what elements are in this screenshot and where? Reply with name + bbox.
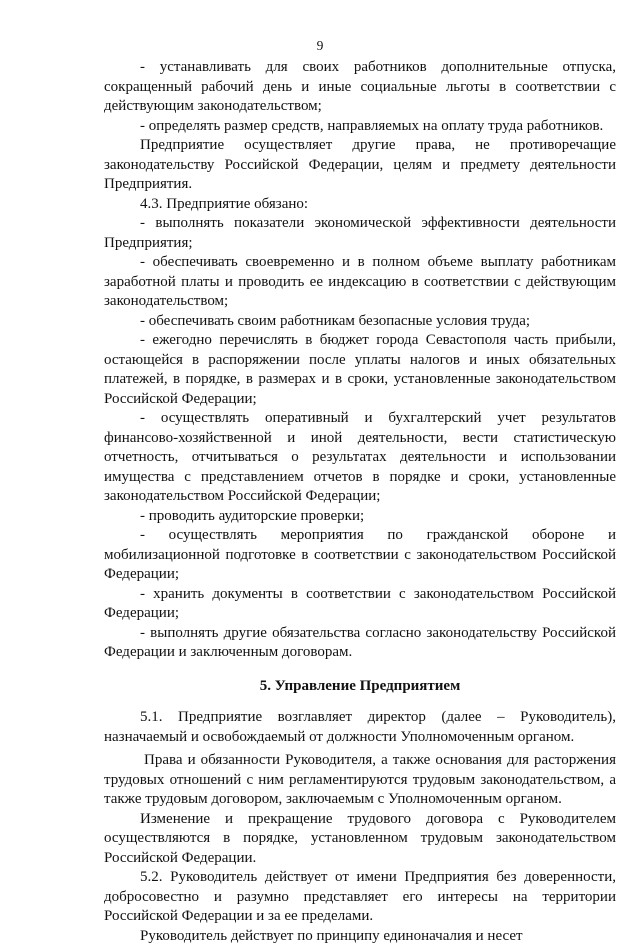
section-heading: 5. Управление Предприятием <box>104 677 616 697</box>
paragraph: - выполнять показатели экономической эффективности деятельности Предприятия; <box>104 214 616 253</box>
paragraph: - осуществлять мероприятия по гражданской обороне и мобилизационной подготовке в соответствии с законодательством Российской Федерации; <box>104 526 616 585</box>
document-body <box>104 58 616 946</box>
paragraph: 5.2. Руководитель действует от имени Предприятия без доверенности, добросовестно и разумно представляет его интересы на территории Российской Федерации и за ее пределами. <box>104 868 616 927</box>
paragraph: Руководитель действует по принципу единоначалия и несет <box>104 927 616 946</box>
paragraph: - обеспечивать своим работникам безопасные условия труда; <box>104 312 616 332</box>
paragraph: - определять размер средств, направляемых на оплату труда работников. <box>104 117 616 137</box>
page-number: 9 <box>0 38 640 54</box>
paragraph: - устанавливать для своих работников дополнительные отпуска, сокращенный рабочий день и иные социальные льготы в соответствии с действующим законодательством; <box>104 58 616 117</box>
paragraph: 5.1. Предприятие возглавляет директор (далее – Руководитель), назначаемый и освобождаемый от должности Уполномоченным органом. <box>104 708 616 747</box>
paragraph: Предприятие осуществляет другие права, не противоречащие законодательству Российской Федерации, целям и предмету деятельности Предприятия. <box>104 136 616 195</box>
paragraph: - проводить аудиторские проверки; <box>104 507 616 527</box>
paragraph: - хранить документы в соответствии с законодательством Российской Федерации; <box>104 585 616 624</box>
paragraph: - выполнять другие обязательства согласно законодательству Российской Федерации и заключенным договорам. <box>104 624 616 663</box>
paragraph: Права и обязанности Руководителя, а также основания для расторжения трудовых отношений с ним регламентируются трудовым законодательством, а также трудовым договором, заключаемым с Уполномоченным органом. <box>104 751 616 810</box>
paragraph: - ежегодно перечислять в бюджет города Севастополя часть прибыли, остающейся в распоряжении после уплаты налогов и иных обязательных платежей, в порядке, в размерах и в сроки, установленные законодательством Российской Федерации; <box>104 331 616 409</box>
paragraph: - осуществлять оперативный и бухгалтерский учет результатов финансово-хозяйственной и иной деятельности, вести статистическую отчетность, отчитываться о результатах деятельности и использовании имущества с представлением отчетов в порядке и сроки, установленные законодательством Российской Федерации; <box>104 409 616 507</box>
paragraph: - обеспечивать своевременно и в полном объеме выплату работникам заработной платы и проводить ее индексацию в соответствии с действующим законодательством; <box>104 253 616 312</box>
clause-heading: 4.3. Предприятие обязано: <box>104 195 616 215</box>
paragraph: Изменение и прекращение трудового договора с Руководителем осуществляются в порядке, установленном трудовым законодательством Российской Федерации. <box>104 810 616 869</box>
